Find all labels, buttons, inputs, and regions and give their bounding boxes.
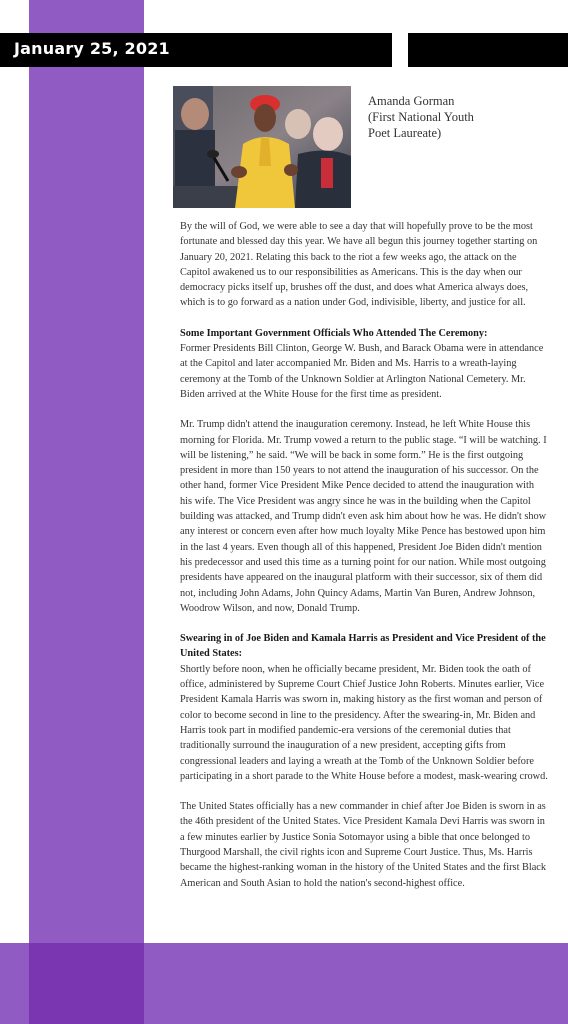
swearing-body: Shortly before noon, when he officially became president, Mr. Biden took the oath of office, administered by Supreme Court Chief Justice John Roberts. Minutes earlier, Vice President Kamala Harris was sworn in, making history as the first woman and person of color to become second in line to the presidency. After the swearing-in, Mr. Biden and Harris took part in modified pandemic-era versions of the ceremonial duties that traditionally surround the inauguration of a new president, accepting gifts from congressional leaders and laying a wreath at the Tomb of the Unknown Soldier before participating in a short parade to the White House before a modest, mask-wearing crowd. <box>180 663 548 782</box>
gorman-photo <box>173 86 351 208</box>
swearing-section <box>180 631 548 784</box>
photo-caption <box>368 93 548 141</box>
date-banner-right <box>408 33 568 67</box>
purple-vertical-band <box>29 0 144 1024</box>
swearing-heading: Swearing in of Joe Biden and Kamala Harris as President and Vice President of the United States: <box>180 633 546 660</box>
officials-heading: Some Important Government Officials Who Attended The Ceremony: <box>180 327 488 339</box>
article-body <box>180 219 548 906</box>
officials-section <box>180 326 548 402</box>
date-label: January 25, 2021 <box>14 39 170 58</box>
caption-line-3: Poet Laureate) <box>368 126 442 140</box>
intro-paragraph: By the will of God, we were able to see a day that will hopefully prove to be the most fortunate and blessed day this year. We have all begun this journey together starting on January 20, 2021. Relating this back to the riot a few weeks ago, the attack on the Capitol awakened us to our responsibilities as Americans. This is the day when our democracy picks itself up, brushes off the dust, and does what America always does, which is to go forward as a nation under God, indivisible, liberty, and justice for all. <box>180 221 538 309</box>
closing-paragraph: The United States officially has a new commander in chief after Joe Biden is sworn in as the 46th president of the United States. Vice President Kamala Devi Harris was sworn in a few minutes earlier by Justice Sonia Sotomayor using a bible that once belonged to Thurgood Marshall, the civil rights icon and Supreme Court Justice. Thus, Ms. Harris became the highest-ranking woman in the history of the United States and the first Black American and South Asian to hold the nation's second-highest office. <box>180 801 547 889</box>
purple-band-overlap <box>29 943 144 1024</box>
photo-icon <box>173 86 351 208</box>
caption-line-1: Amanda Gorman <box>368 94 455 108</box>
officials-body: Former Presidents Bill Clinton, George W. Bush, and Barack Obama were in attendance at the Capitol and later accompanied Mr. Biden and Ms. Harris to a wreath-laying ceremony at the Tomb of the Unknown Soldier at Arlington National Cemetery. Mr. Biden arrived at the White House for the first time as president. <box>180 343 544 400</box>
caption-line-2: (First National Youth <box>368 110 474 124</box>
trump-paragraph: Mr. Trump didn't attend the inauguration ceremony. Instead, he left White House this morning for Florida. Mr. Trump vowed a return to the public stage. “I will be watching. I will be listening,” he said. “We will be back in some form.” He is the first outgoing president in more than 150 years to not attend the inauguration of his successor. On the other hand, former Vice President Mike Pence decided to attend the inauguration with his wife. The Vice President was angry since he was in the building when the Capitol building was attacked, and Trump didn't even ask him about how he was. He didn't show any interest or concern even after how much loyalty Mike Pence has bestowed upon him in the last 4 years. Even though all of this happened, President Joe Biden didn't mention his predecessor and used this time as a turning point for our nation. While most outgoing presidents have appeared on the inaugural platform with their successor, six of them did not, including John Adams, John Quincy Adams, Martin Van Buren, Andrew Johnson, Woodrow Wilson, and now, Donald Trump. <box>180 419 547 614</box>
